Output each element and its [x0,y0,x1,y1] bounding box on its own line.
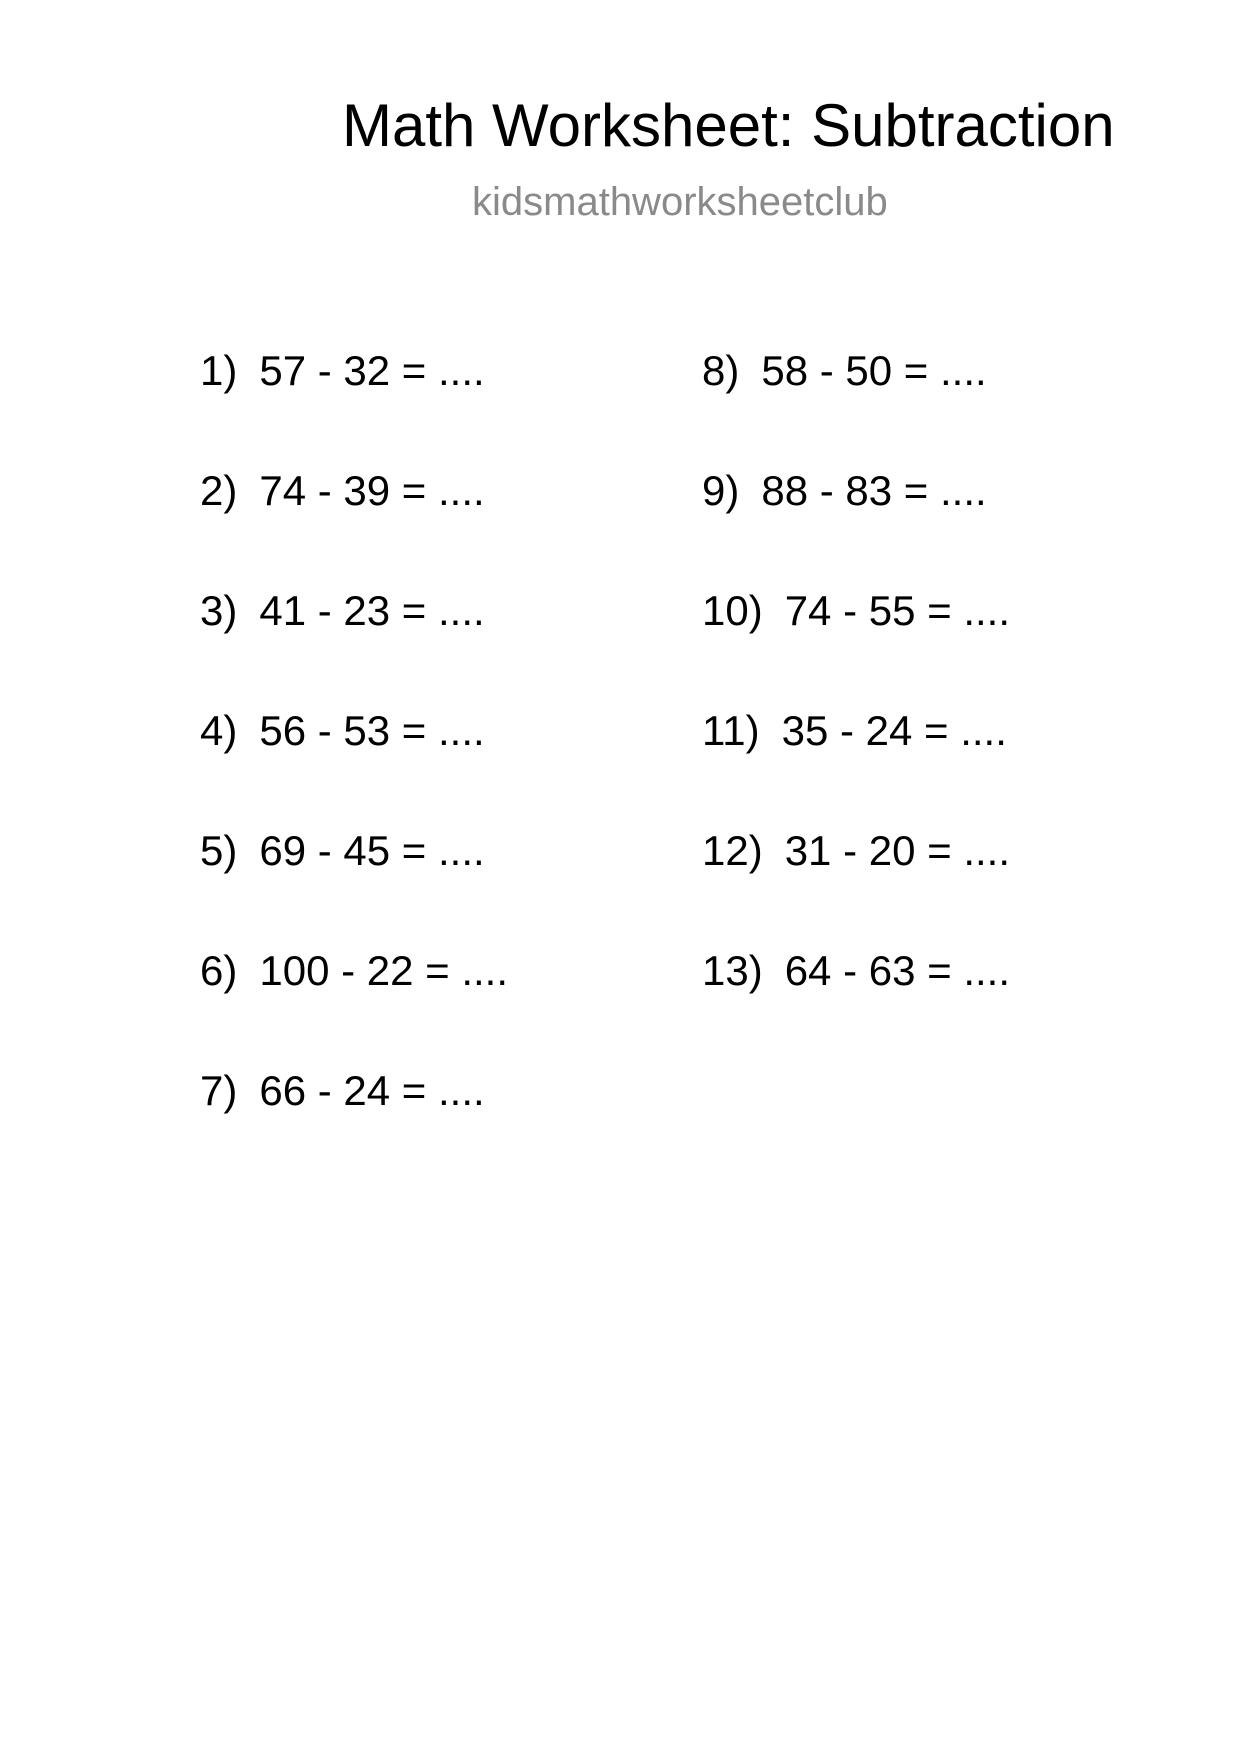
problem-expression: 69 - 45 = .... [259,827,485,874]
problem-item [702,467,1010,590]
problem-expression: 58 - 50 = .... [761,347,987,394]
problem-number: 8) [702,347,740,394]
problem-expression: 35 - 24 = .... [781,707,1007,754]
problem-number: 6) [200,947,238,994]
problem-item [200,467,508,590]
problem-item [702,707,1010,830]
problem-expression: 100 - 22 = .... [259,947,509,994]
problem-expression: 64 - 63 = .... [784,947,1011,994]
problem-item [200,707,508,830]
problem-number: 11) [702,707,760,754]
problem-number: 2) [200,467,238,514]
problem-item [702,827,1011,950]
problem-number: 9) [702,467,740,514]
problem-expression: 56 - 53 = .... [259,707,485,754]
problem-number: 5) [200,827,238,874]
problem-item [702,587,1011,710]
problem-expression: 31 - 20 = .... [784,827,1011,874]
problem-number: 4) [200,707,238,754]
problem-expression: 88 - 83 = .... [761,467,987,514]
problem-item [200,347,508,470]
problem-number: 7) [200,1067,238,1114]
worksheet-title: Math Worksheet: Subtraction [342,92,1115,159]
worksheet-subtitle: kidsmathworksheetclub [472,180,888,224]
problem-item [702,347,1010,470]
problem-item [200,587,508,710]
problem-expression: 57 - 32 = .... [259,347,485,394]
problem-expression: 74 - 39 = .... [259,467,485,514]
problem-number: 12) [702,827,763,874]
problem-number: 10) [702,587,763,634]
problem-item [200,1067,508,1190]
problem-expression: 66 - 24 = .... [259,1067,485,1114]
problem-column-left [200,347,509,1190]
problem-number: 13) [702,947,763,994]
problem-item [702,947,1011,1070]
problem-item [200,947,509,1070]
problem-item [200,827,508,950]
problem-column-right [702,347,1011,1070]
problem-expression: 41 - 23 = .... [259,587,485,634]
problem-number: 1) [200,347,238,394]
problem-expression: 74 - 55 = .... [784,587,1011,634]
problem-number: 3) [200,587,238,634]
